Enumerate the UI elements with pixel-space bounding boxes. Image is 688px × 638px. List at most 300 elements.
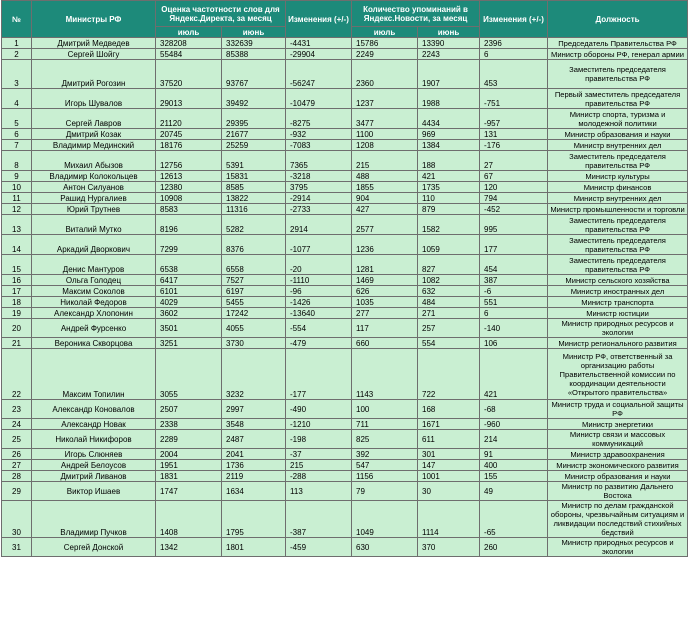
news-july-cell: 1281: [352, 255, 418, 275]
news-july-cell: 1143: [352, 349, 418, 400]
row-number-cell: 17: [2, 286, 32, 297]
news-july-cell: 2360: [352, 60, 418, 89]
row-number-cell: 9: [2, 171, 32, 182]
news-june-cell: 827: [418, 255, 480, 275]
direct-july-cell: 4029: [156, 297, 222, 308]
direct-july-cell: 2004: [156, 449, 222, 460]
minister-name-cell: Дмитрий Козак: [32, 129, 156, 140]
direct-july-cell: 6417: [156, 275, 222, 286]
direct-change-cell: -1426: [286, 297, 352, 308]
table-row: [2, 182, 688, 193]
news-june-cell: 1082: [418, 275, 480, 286]
direct-july-cell: 37520: [156, 60, 222, 89]
news-change-cell: -452: [480, 204, 548, 215]
position-cell: Министр энергетики: [548, 419, 688, 430]
direct-june-cell: 25259: [222, 140, 286, 151]
table-row: [2, 286, 688, 297]
direct-change-cell: -2733: [286, 204, 352, 215]
news-change-cell: 260: [480, 538, 548, 557]
direct-july-cell: 1408: [156, 501, 222, 538]
table-row: [2, 140, 688, 151]
row-number-cell: 12: [2, 204, 32, 215]
news-july-cell: 79: [352, 482, 418, 501]
position-cell: Заместитель председателя правительства РФ: [548, 151, 688, 171]
minister-name-cell: Ольга Голодец: [32, 275, 156, 286]
news-change-cell: 2396: [480, 38, 548, 49]
position-cell: Министр образования и науки: [548, 129, 688, 140]
minister-name-cell: Дмитрий Рогозин: [32, 60, 156, 89]
table-row: [2, 308, 688, 319]
news-june-cell: 484: [418, 297, 480, 308]
news-june-cell: 1384: [418, 140, 480, 151]
direct-change-cell: -13640: [286, 308, 352, 319]
direct-june-cell: 29395: [222, 109, 286, 129]
news-july-cell: 547: [352, 460, 418, 471]
direct-change-cell: -1210: [286, 419, 352, 430]
position-cell: Министр спорта, туризма и молодежной политики: [548, 109, 688, 129]
direct-change-cell: -479: [286, 338, 352, 349]
news-change-cell: -65: [480, 501, 548, 538]
table-row: [2, 235, 688, 255]
minister-name-cell: Игорь Слюняев: [32, 449, 156, 460]
direct-july-cell: 3251: [156, 338, 222, 349]
position-cell: Министр природных ресурсов и экологии: [548, 319, 688, 338]
row-number-cell: 11: [2, 193, 32, 204]
minister-name-cell: Александр Новак: [32, 419, 156, 430]
direct-july-cell: 3055: [156, 349, 222, 400]
table-row: [2, 338, 688, 349]
table-row: [2, 349, 688, 400]
position-cell: Министр внутренних дел: [548, 193, 688, 204]
minister-name-cell: Андрей Белоусов: [32, 460, 156, 471]
news-july-cell: 427: [352, 204, 418, 215]
direct-july-cell: 18176: [156, 140, 222, 151]
row-number-cell: 31: [2, 538, 32, 557]
news-june-cell: 1735: [418, 182, 480, 193]
news-change-cell: 27: [480, 151, 548, 171]
position-cell: Заместитель председателя правительства РФ: [548, 60, 688, 89]
news-july-cell: 1208: [352, 140, 418, 151]
news-july-cell: 660: [352, 338, 418, 349]
table-row: [2, 204, 688, 215]
news-june-cell: 611: [418, 430, 480, 449]
minister-name-cell: Сергей Лавров: [32, 109, 156, 129]
direct-july-cell: 21120: [156, 109, 222, 129]
direct-june-cell: 93767: [222, 60, 286, 89]
table-row: [2, 49, 688, 60]
minister-name-cell: Сергей Шойгу: [32, 49, 156, 60]
direct-july-cell: 328208: [156, 38, 222, 49]
position-cell: Министр природных ресурсов и экологии: [548, 538, 688, 557]
minister-name-cell: Дмитрий Медведев: [32, 38, 156, 49]
direct-change-cell: -1077: [286, 235, 352, 255]
direct-change-cell: -554: [286, 319, 352, 338]
row-number-cell: 28: [2, 471, 32, 482]
header-yandex-direct: Оценка частотности слов для Яндекс.Директа, за месяц: [156, 1, 286, 27]
news-july-cell: 1237: [352, 89, 418, 109]
direct-july-cell: 1951: [156, 460, 222, 471]
direct-change-cell: -3218: [286, 171, 352, 182]
news-june-cell: 301: [418, 449, 480, 460]
minister-name-cell: Михаил Абызов: [32, 151, 156, 171]
direct-june-cell: 3548: [222, 419, 286, 430]
direct-july-cell: 12380: [156, 182, 222, 193]
direct-july-cell: 6101: [156, 286, 222, 297]
direct-june-cell: 8376: [222, 235, 286, 255]
minister-name-cell: Антон Силуанов: [32, 182, 156, 193]
table-row: [2, 215, 688, 235]
table-row: [2, 471, 688, 482]
news-july-cell: 15786: [352, 38, 418, 49]
row-number-cell: 25: [2, 430, 32, 449]
news-change-cell: -957: [480, 109, 548, 129]
position-cell: Министр промышленности и торговли: [548, 204, 688, 215]
minister-name-cell: Николай Федоров: [32, 297, 156, 308]
direct-june-cell: 17242: [222, 308, 286, 319]
position-cell: Министр внутренних дел: [548, 140, 688, 151]
table-row: [2, 419, 688, 430]
news-july-cell: 117: [352, 319, 418, 338]
direct-change-cell: 113: [286, 482, 352, 501]
direct-change-cell: -2914: [286, 193, 352, 204]
direct-change-cell: 3795: [286, 182, 352, 193]
news-june-cell: 1671: [418, 419, 480, 430]
position-cell: Заместитель председателя правительства РФ: [548, 255, 688, 275]
news-july-cell: 630: [352, 538, 418, 557]
news-july-cell: 3477: [352, 109, 418, 129]
row-number-cell: 29: [2, 482, 32, 501]
direct-change-cell: -1110: [286, 275, 352, 286]
news-july-cell: 1156: [352, 471, 418, 482]
news-june-cell: 147: [418, 460, 480, 471]
news-june-cell: 1059: [418, 235, 480, 255]
minister-name-cell: Максим Соколов: [32, 286, 156, 297]
header-news-june: июнь: [418, 27, 480, 38]
news-july-cell: 1100: [352, 129, 418, 140]
news-june-cell: 110: [418, 193, 480, 204]
news-june-cell: 13390: [418, 38, 480, 49]
row-number-cell: 16: [2, 275, 32, 286]
header-minister: Министры РФ: [32, 1, 156, 38]
row-number-cell: 24: [2, 419, 32, 430]
news-july-cell: 215: [352, 151, 418, 171]
table-row: [2, 89, 688, 109]
table-row: [2, 460, 688, 471]
table-row: [2, 430, 688, 449]
minister-name-cell: Максим Топилин: [32, 349, 156, 400]
direct-change-cell: -177: [286, 349, 352, 400]
position-cell: Министр образования и науки: [548, 471, 688, 482]
table-row: [2, 297, 688, 308]
minister-name-cell: Вероника Скворцова: [32, 338, 156, 349]
direct-change-cell: -96: [286, 286, 352, 297]
direct-change-cell: 215: [286, 460, 352, 471]
direct-june-cell: 1795: [222, 501, 286, 538]
news-july-cell: 2577: [352, 215, 418, 235]
news-june-cell: 271: [418, 308, 480, 319]
news-change-cell: 400: [480, 460, 548, 471]
minister-name-cell: Юрий Трутнев: [32, 204, 156, 215]
news-june-cell: 1907: [418, 60, 480, 89]
direct-june-cell: 332639: [222, 38, 286, 49]
position-cell: Министр РФ, ответственный за организацию работы Правительственной комиссии по координации деятельности «Открытого правительства»: [548, 349, 688, 400]
row-number-cell: 13: [2, 215, 32, 235]
position-cell: Заместитель председателя правительства РФ: [548, 215, 688, 235]
news-july-cell: 2249: [352, 49, 418, 60]
news-june-cell: 554: [418, 338, 480, 349]
row-number-cell: 5: [2, 109, 32, 129]
news-july-cell: 825: [352, 430, 418, 449]
row-number-cell: 20: [2, 319, 32, 338]
news-june-cell: 1114: [418, 501, 480, 538]
direct-july-cell: 3501: [156, 319, 222, 338]
direct-june-cell: 5282: [222, 215, 286, 235]
minister-name-cell: Виталий Мутко: [32, 215, 156, 235]
direct-change-cell: -29904: [286, 49, 352, 60]
direct-june-cell: 2997: [222, 400, 286, 419]
direct-change-cell: 2914: [286, 215, 352, 235]
news-july-cell: 1469: [352, 275, 418, 286]
position-cell: Министр транспорта: [548, 297, 688, 308]
row-number-cell: 4: [2, 89, 32, 109]
direct-change-cell: -37: [286, 449, 352, 460]
position-cell: Министр экономического развития: [548, 460, 688, 471]
position-cell: Первый заместитель председателя правительства РФ: [548, 89, 688, 109]
news-july-cell: 1035: [352, 297, 418, 308]
news-june-cell: 257: [418, 319, 480, 338]
position-cell: Министр регионального развития: [548, 338, 688, 349]
news-june-cell: 4434: [418, 109, 480, 129]
direct-july-cell: 12613: [156, 171, 222, 182]
news-change-cell: 91: [480, 449, 548, 460]
direct-change-cell: -387: [286, 501, 352, 538]
table-row: [2, 319, 688, 338]
table-row: [2, 193, 688, 204]
direct-july-cell: 8196: [156, 215, 222, 235]
direct-june-cell: 2119: [222, 471, 286, 482]
row-number-cell: 18: [2, 297, 32, 308]
direct-change-cell: -490: [286, 400, 352, 419]
news-change-cell: 6: [480, 49, 548, 60]
news-june-cell: 168: [418, 400, 480, 419]
direct-change-cell: -459: [286, 538, 352, 557]
direct-june-cell: 8585: [222, 182, 286, 193]
direct-july-cell: 1831: [156, 471, 222, 482]
direct-july-cell: 7299: [156, 235, 222, 255]
row-number-cell: 15: [2, 255, 32, 275]
direct-june-cell: 15831: [222, 171, 286, 182]
direct-june-cell: 1801: [222, 538, 286, 557]
news-july-cell: 392: [352, 449, 418, 460]
news-july-cell: 100: [352, 400, 418, 419]
news-change-cell: 120: [480, 182, 548, 193]
row-number-cell: 26: [2, 449, 32, 460]
news-june-cell: 30: [418, 482, 480, 501]
news-change-cell: 177: [480, 235, 548, 255]
news-june-cell: 1988: [418, 89, 480, 109]
table-row: [2, 60, 688, 89]
direct-change-cell: -288: [286, 471, 352, 482]
row-number-cell: 30: [2, 501, 32, 538]
news-change-cell: -176: [480, 140, 548, 151]
minister-name-cell: Виктор Ишаев: [32, 482, 156, 501]
row-number-cell: 3: [2, 60, 32, 89]
news-june-cell: 370: [418, 538, 480, 557]
direct-june-cell: 6197: [222, 286, 286, 297]
news-july-cell: 1049: [352, 501, 418, 538]
news-change-cell: 49: [480, 482, 548, 501]
direct-june-cell: 7527: [222, 275, 286, 286]
table-row: [2, 400, 688, 419]
position-cell: Министр культуры: [548, 171, 688, 182]
position-cell: Министр обороны РФ, генерал армии: [548, 49, 688, 60]
direct-june-cell: 13822: [222, 193, 286, 204]
direct-change-cell: -932: [286, 129, 352, 140]
header-direct-june: июнь: [222, 27, 286, 38]
news-july-cell: 626: [352, 286, 418, 297]
direct-june-cell: 39492: [222, 89, 286, 109]
table-row: [2, 129, 688, 140]
news-change-cell: 6: [480, 308, 548, 319]
news-change-cell: 551: [480, 297, 548, 308]
row-number-cell: 7: [2, 140, 32, 151]
news-july-cell: 488: [352, 171, 418, 182]
news-july-cell: 277: [352, 308, 418, 319]
position-cell: Министр по делам гражданской обороны, чрезвычайным ситуациям и ликвидации последствий стихийных бедствий: [548, 501, 688, 538]
direct-july-cell: 1747: [156, 482, 222, 501]
news-change-cell: 131: [480, 129, 548, 140]
direct-june-cell: 85388: [222, 49, 286, 60]
direct-change-cell: -56247: [286, 60, 352, 89]
position-cell: Заместитель председателя правительства РФ: [548, 235, 688, 255]
direct-june-cell: 1736: [222, 460, 286, 471]
row-number-cell: 2: [2, 49, 32, 60]
position-cell: Министр юстиции: [548, 308, 688, 319]
news-july-cell: 711: [352, 419, 418, 430]
news-change-cell: 67: [480, 171, 548, 182]
row-number-cell: 27: [2, 460, 32, 471]
direct-june-cell: 3232: [222, 349, 286, 400]
header-direct-july: июль: [156, 27, 222, 38]
position-cell: Министр финансов: [548, 182, 688, 193]
row-number-cell: 19: [2, 308, 32, 319]
direct-july-cell: 20745: [156, 129, 222, 140]
row-number-cell: 6: [2, 129, 32, 140]
news-change-cell: 794: [480, 193, 548, 204]
news-change-cell: 387: [480, 275, 548, 286]
direct-change-cell: -4431: [286, 38, 352, 49]
minister-name-cell: Денис Мантуров: [32, 255, 156, 275]
position-cell: Министр сельского хозяйства: [548, 275, 688, 286]
news-july-cell: 1855: [352, 182, 418, 193]
header-news-july: июль: [352, 27, 418, 38]
direct-june-cell: 4055: [222, 319, 286, 338]
direct-change-cell: -198: [286, 430, 352, 449]
header-direct-changes: Изменения (+/-): [286, 1, 352, 38]
news-change-cell: -960: [480, 419, 548, 430]
direct-july-cell: 3602: [156, 308, 222, 319]
table-row: [2, 255, 688, 275]
row-number-cell: 1: [2, 38, 32, 49]
direct-june-cell: 2041: [222, 449, 286, 460]
minister-name-cell: Владимир Мединский: [32, 140, 156, 151]
direct-change-cell: -7083: [286, 140, 352, 151]
direct-change-cell: -8275: [286, 109, 352, 129]
news-july-cell: 904: [352, 193, 418, 204]
table-row: [2, 38, 688, 49]
direct-june-cell: 3730: [222, 338, 286, 349]
direct-july-cell: 8583: [156, 204, 222, 215]
header-number: №: [2, 1, 32, 38]
news-change-cell: -140: [480, 319, 548, 338]
row-number-cell: 21: [2, 338, 32, 349]
direct-change-cell: -20: [286, 255, 352, 275]
news-july-cell: 1236: [352, 235, 418, 255]
position-cell: Министр труда и социальной защиты РФ: [548, 400, 688, 419]
minister-name-cell: Александр Коновалов: [32, 400, 156, 419]
direct-june-cell: 1634: [222, 482, 286, 501]
minister-name-cell: Владимир Пучков: [32, 501, 156, 538]
direct-july-cell: 55484: [156, 49, 222, 60]
news-change-cell: 214: [480, 430, 548, 449]
table-row: [2, 151, 688, 171]
row-number-cell: 23: [2, 400, 32, 419]
minister-name-cell: Сергей Донской: [32, 538, 156, 557]
news-june-cell: 879: [418, 204, 480, 215]
direct-june-cell: 5391: [222, 151, 286, 171]
header-position: Должность: [548, 1, 688, 38]
direct-change-cell: -10479: [286, 89, 352, 109]
direct-june-cell: 21677: [222, 129, 286, 140]
minister-name-cell: Аркадий Дворкович: [32, 235, 156, 255]
direct-june-cell: 2487: [222, 430, 286, 449]
news-change-cell: -6: [480, 286, 548, 297]
row-number-cell: 8: [2, 151, 32, 171]
direct-change-cell: 7365: [286, 151, 352, 171]
direct-june-cell: 11316: [222, 204, 286, 215]
direct-july-cell: 2338: [156, 419, 222, 430]
minister-name-cell: Николай Никифоров: [32, 430, 156, 449]
news-change-cell: 155: [480, 471, 548, 482]
news-june-cell: 421: [418, 171, 480, 182]
news-change-cell: -68: [480, 400, 548, 419]
minister-name-cell: Игорь Шувалов: [32, 89, 156, 109]
ministers-table: [1, 0, 688, 557]
table-row: [2, 501, 688, 538]
table-row: [2, 449, 688, 460]
position-cell: Министр по развитию Дальнего Востока: [548, 482, 688, 501]
direct-july-cell: 2289: [156, 430, 222, 449]
row-number-cell: 14: [2, 235, 32, 255]
position-cell: Председатель Правительства РФ: [548, 38, 688, 49]
news-change-cell: 454: [480, 255, 548, 275]
direct-july-cell: 2507: [156, 400, 222, 419]
news-june-cell: 632: [418, 286, 480, 297]
table-row: [2, 275, 688, 286]
position-cell: Министр здравоохранения: [548, 449, 688, 460]
news-june-cell: 1582: [418, 215, 480, 235]
header-yandex-news: Количество упоминаний в Яндекс.Новости, за месяц: [352, 1, 480, 27]
table-row: [2, 171, 688, 182]
position-cell: Министр связи и массовых коммуникаций: [548, 430, 688, 449]
minister-name-cell: Александр Хлопонин: [32, 308, 156, 319]
news-june-cell: 722: [418, 349, 480, 400]
direct-june-cell: 5455: [222, 297, 286, 308]
direct-june-cell: 6558: [222, 255, 286, 275]
direct-july-cell: 6538: [156, 255, 222, 275]
direct-july-cell: 29013: [156, 89, 222, 109]
minister-name-cell: Рашид Нургалиев: [32, 193, 156, 204]
